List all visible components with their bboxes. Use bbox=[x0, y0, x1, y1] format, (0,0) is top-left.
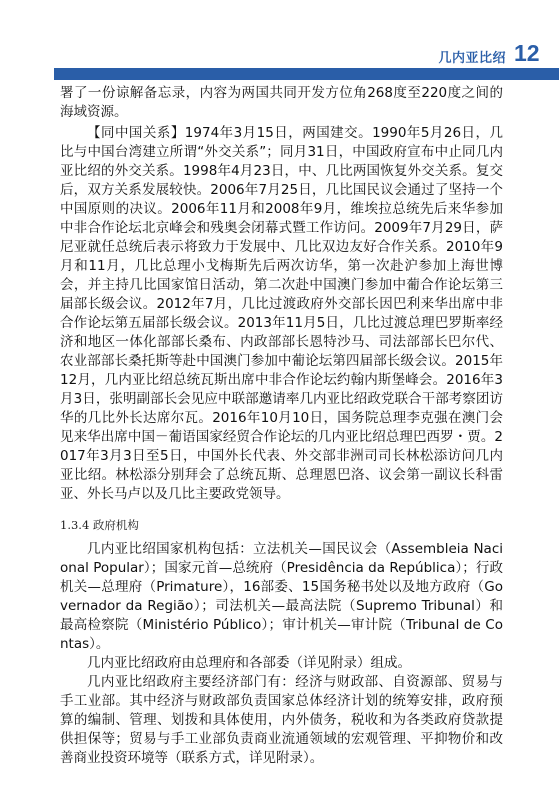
paragraph-government-composition: 几内亚比绍政府由总理府和各部委（详见附录）组成。 bbox=[87, 655, 411, 671]
running-header-title: 几内亚比绍 bbox=[438, 51, 506, 66]
page-body bbox=[60, 84, 503, 768]
paragraph-continued: 署了一份谅解备忘录，内容为两国共同开发方位角268度至220度之间的海域资源。 bbox=[60, 85, 503, 120]
page-number: 12 bbox=[514, 40, 540, 66]
page-header bbox=[0, 0, 559, 84]
paragraph-economic-departments: 几内亚比绍政府主要经济部门有：经济与财政部、自资源部、贸易与手工业部。其中经济与财政部负责国家总体经济计划的统筹安排，政府预算的编制、管理、划拨和具体使用，内外债务，税收和为各类政府贷款提供担保等；贸易与手工业部负责商业流通领域的宏观管理、平抑物价和改善商业投资环境等（联系方式，详见附录）。 bbox=[60, 674, 503, 766]
paragraph-china-relations: 【同中国关系】1974年3月15日，两国建交。1990年5月26日，几比与中国台湾建立所谓“外交关系”；同月31日，中国政府宣布中止同几内亚比绍的外交关系。1998年4月23日，中、几比两国恢复外交关系。复交后，双方关系发展较快。2006年7月25日，几比国民议会通过了坚持一个中国原则的决议。2006年11月和2008年9月，维埃拉总统先后来华参加中非合作论坛北京峰会和残奥会闭幕式暨工作访问。2009年7月29日，萨尼亚就任总统后表示将致力于发展中、几比双边友好合作关系。2010年9月和11月，几比总理小戈梅斯先后两次访华，第一次赴沪参加上海世博会，并主持几比国家馆日活动，第二次赴中国澳门参加中葡合作论坛第三届部长级会议。2012年7月，几比过渡政府外交部长因巴利来华出席中非合作论坛第五届部长级会议。2013年11月5日，几比过渡总理巴罗斯率经济和地区一体化部部长桑布、内政部部长恩特沙马、司法部部长巴尔代、农业部部长桑托斯等赴中国澳门参加中葡论坛第四届部长级会议。2015年12月，几内亚比绍总统瓦斯出席中非合作论坛约翰内斯堡峰会。2016年3月3日，张明副部长会见应中联部邀请率几内亚比绍政党联合干部考察团访华的几比外长达席尔瓦。2016年10月10日，国务院总理李克强在澳门会见来华出席中国－葡语国家经贸合作论坛的几内亚比绍总理巴西罗・贾。2017年3月3日至5日，中国外长代表、外交部非洲司司长林松添访问几内亚比绍。林松添分别拜会了总统瓦斯、总理恩巴洛、议会第一副议长科雷亚、外长马卢以及几比主要政党领导。 bbox=[60, 125, 503, 502]
paragraph-state-institutions: 几内亚比绍国家机构包括：立法机关—国民议会（Assembleia Nacional Popular）；国家元首—总统府（Presidência da República）；行政机关—总理府（Primature），16部委、15国务秘书处以及地方政府（Governador da Região）；司法机关—最高法院（Supremo Tribunal）和最高检察院（Ministério Público）；审计机关—审计院（Tribunal de Contas）。 bbox=[60, 541, 503, 652]
section-heading: 1.3.4 政府机构 bbox=[60, 518, 139, 532]
header-rule bbox=[54, 68, 559, 80]
